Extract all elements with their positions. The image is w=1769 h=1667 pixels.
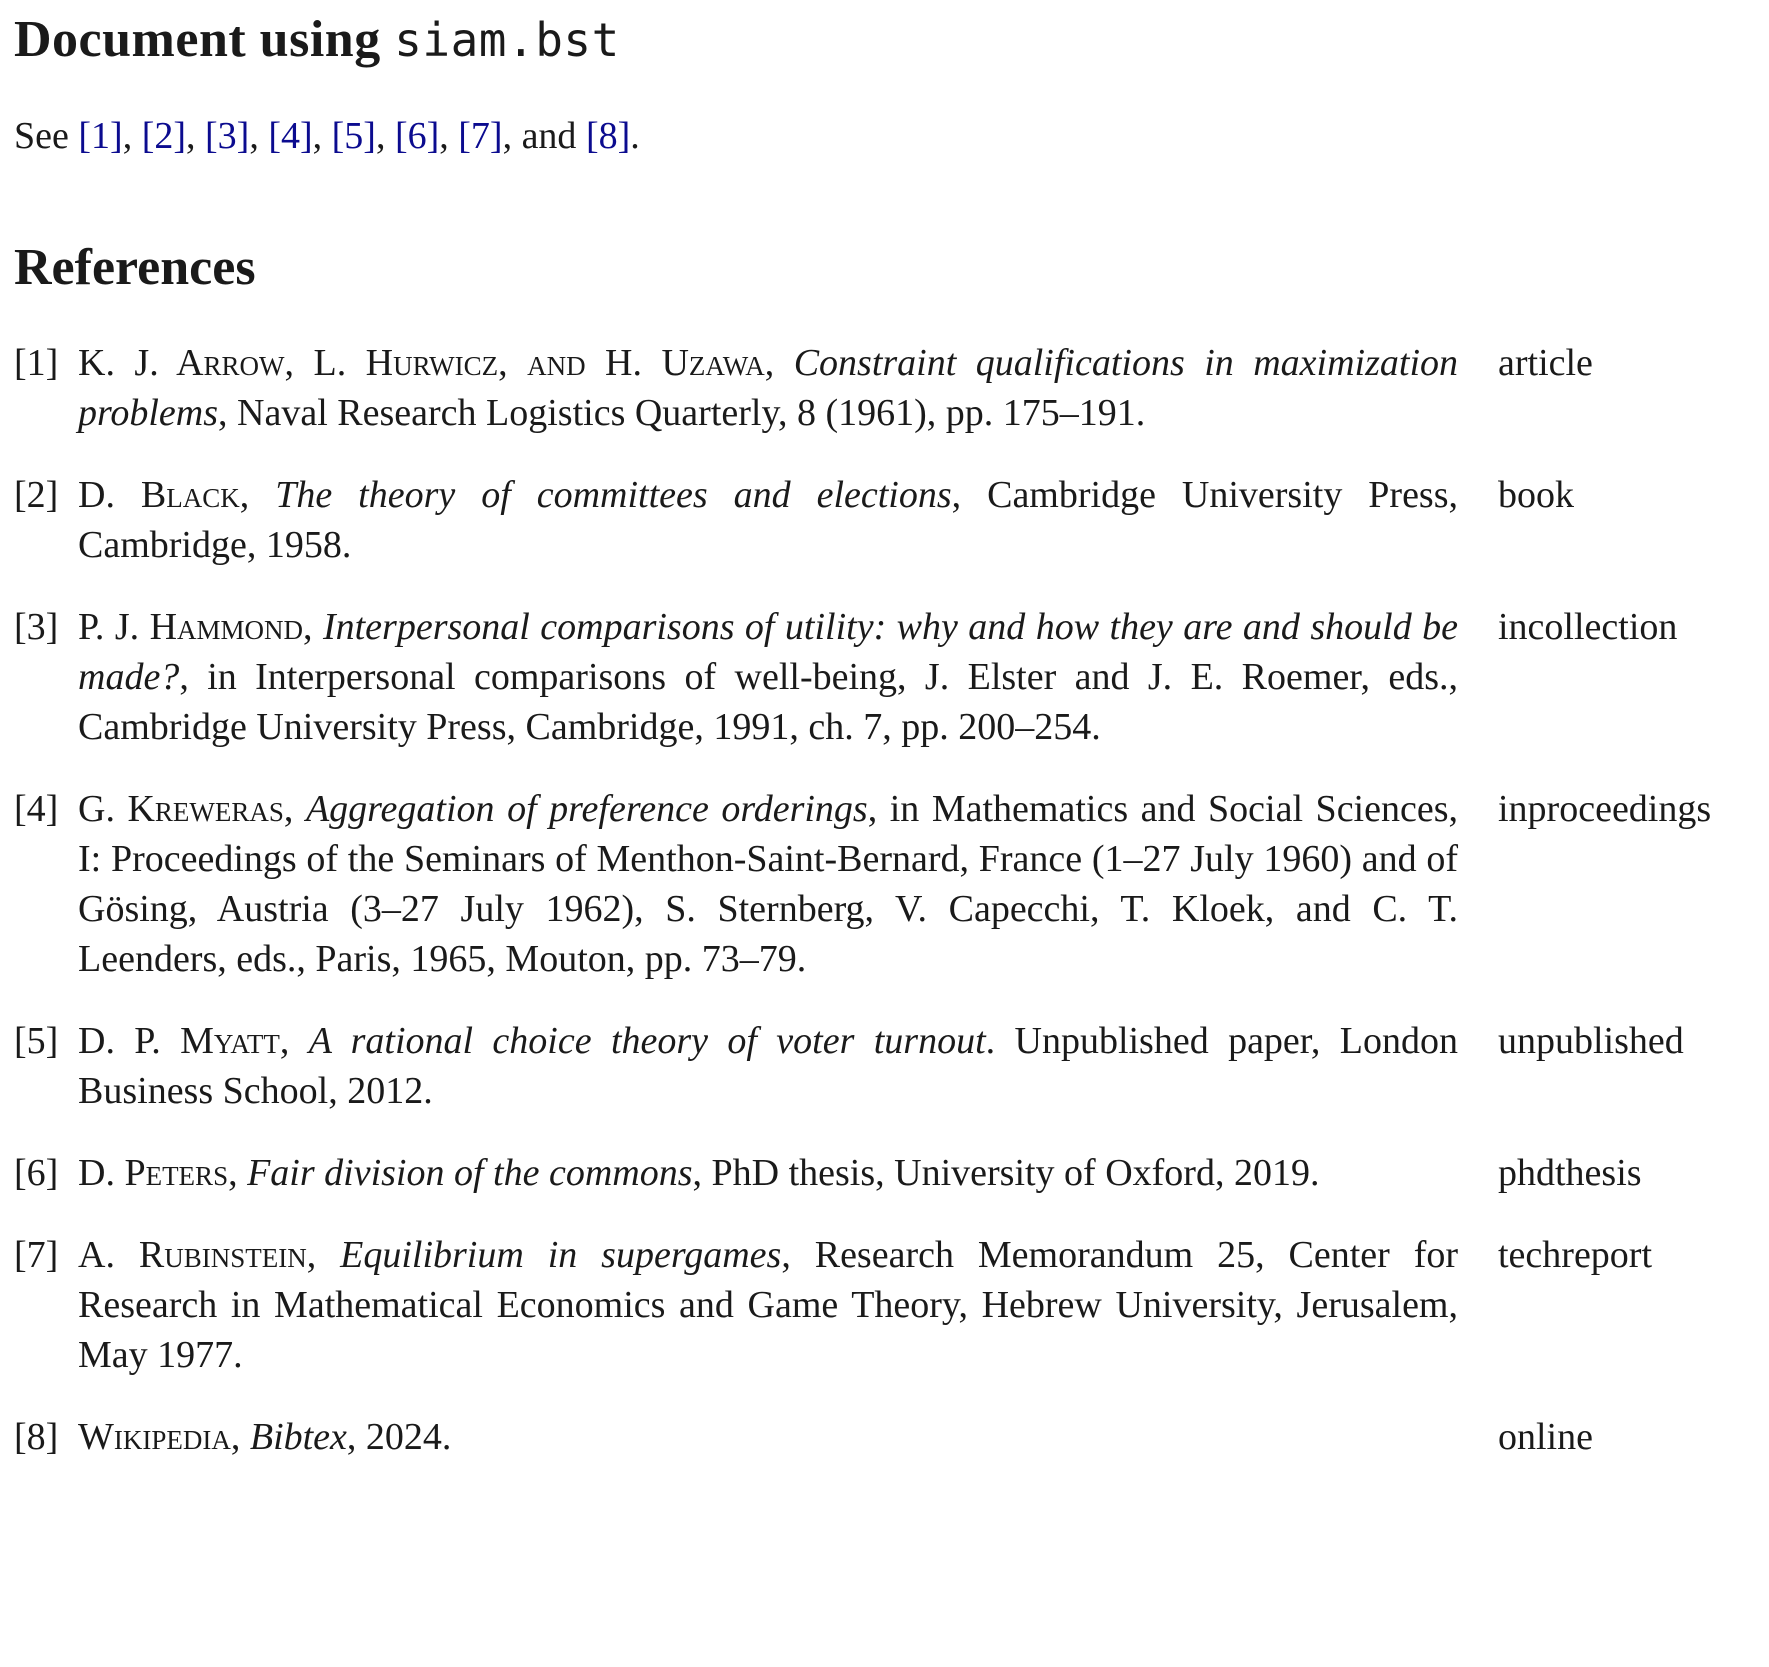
separator: , and: [502, 115, 586, 157]
reference-title: Aggregation of preference orderings: [305, 788, 868, 830]
citation-link-6[interactable]: [6]: [394, 115, 440, 157]
reference-entry: [14, 1230, 1759, 1380]
reference-number: [2]: [14, 474, 59, 516]
reference-details: , in Interpersonal comparisons of well-being, J. Elster and J. E. Roemer, eds., Cambridge University Press, Cambridge, 1991, ch. 7, pp. 200–254.: [78, 656, 1458, 748]
reference-number: [6]: [14, 1152, 59, 1194]
separator: ,: [228, 1152, 248, 1194]
reference-title: Equilibrium in supergames: [340, 1234, 782, 1276]
separator: ,: [375, 115, 395, 157]
reference-body: [78, 1412, 1458, 1462]
reference-type: online: [1498, 1416, 1593, 1458]
separator: ,: [186, 115, 205, 157]
reference-details: , Cambridge University Press, Cambridge, 1958.: [78, 474, 1459, 566]
separator: ,: [283, 788, 306, 830]
separator: ,: [122, 115, 142, 157]
reference-details: , Naval Research Logistics Quarterly, 8 (1961), pp. 175–191.: [218, 392, 1146, 434]
separator: ,: [764, 342, 794, 384]
citation-link-1[interactable]: [1]: [78, 115, 123, 157]
separator: ,: [279, 1020, 309, 1062]
reference-entry: [14, 338, 1759, 438]
reference-details: , 2024.: [346, 1416, 452, 1458]
reference-number: [7]: [14, 1234, 59, 1276]
separator: ,: [249, 115, 269, 157]
reference-authors: D. Peters: [78, 1152, 229, 1194]
reference-authors: G. Kreweras: [78, 788, 284, 830]
reference-title: The theory of committees and elections: [275, 474, 952, 516]
document-page: [14, 0, 1759, 1494]
reference-body: [78, 1148, 1458, 1198]
reference-type: incollection: [1498, 606, 1678, 648]
citation-link-5[interactable]: [5]: [331, 115, 376, 157]
reference-body: [78, 470, 1458, 570]
reference-authors: D. P. Myatt: [78, 1020, 280, 1062]
reference-authors: D. Black: [78, 474, 240, 516]
reference-body: [78, 338, 1458, 438]
separator: ,: [306, 1234, 341, 1276]
reference-body: [78, 1230, 1458, 1380]
reference-entry: [14, 784, 1759, 984]
reference-title: Fair division of the commons: [247, 1152, 693, 1194]
intro-see: See: [14, 115, 79, 157]
separator: ,: [312, 115, 332, 157]
reference-details: . Unpublished paper, London Business School, 2012.: [78, 1020, 1459, 1112]
reference-type: unpublished: [1498, 1020, 1684, 1062]
reference-body: [78, 602, 1458, 752]
reference-list: [14, 338, 1759, 1462]
reference-authors: A. Rubinstein: [78, 1234, 307, 1276]
reference-type: techreport: [1498, 1234, 1653, 1276]
reference-title: A rational choice theory of voter turnout: [308, 1020, 986, 1062]
separator: ,: [239, 474, 276, 516]
reference-entry: [14, 1016, 1759, 1116]
reference-number: [1]: [14, 342, 59, 384]
reference-authors: Wikipedia: [78, 1416, 231, 1458]
title-code: siam.bst: [394, 13, 620, 67]
page-title: [14, 11, 1759, 68]
separator: .: [630, 115, 640, 157]
reference-type: book: [1498, 474, 1574, 516]
reference-number: [8]: [14, 1416, 59, 1458]
reference-authors: P. J. Hammond: [78, 606, 304, 648]
separator: ,: [439, 115, 459, 157]
reference-details: , PhD thesis, University of Oxford, 2019.: [692, 1152, 1320, 1194]
citation-link-3[interactable]: [3]: [205, 115, 250, 157]
reference-number: [5]: [14, 1020, 59, 1062]
reference-body: [78, 784, 1458, 984]
reference-entry: [14, 1412, 1759, 1462]
reference-number: [4]: [14, 788, 59, 830]
reference-entry: [14, 1148, 1759, 1198]
reference-details: , Research Memorandum 25, Center for Research in Mathematical Economics and Game Theory, Hebrew University, Jerusalem, May 1977.: [78, 1234, 1459, 1376]
reference-title: Bibtex: [249, 1416, 347, 1458]
reference-details: , in Mathematics and Social Sciences, I: Proceedings of the Seminars of Menthon-Saint-Bernard, France (1–27 July 1960) and of Gösing, Austria (3–27 July 1962), S. Sternberg, V. Capecchi, T. Kloek, and C. T. Leenders, eds., Paris, 1965, Mouton, pp. 73–79.: [78, 788, 1459, 980]
reference-body: [78, 1016, 1458, 1116]
reference-type: phdthesis: [1498, 1152, 1642, 1194]
separator: ,: [230, 1416, 250, 1458]
reference-type: article: [1498, 342, 1593, 384]
separator: ,: [303, 606, 323, 648]
reference-entry: [14, 602, 1759, 752]
reference-title: Constraint qualifications in maximization problems: [78, 342, 1459, 434]
reference-type: inproceedings: [1498, 788, 1712, 830]
reference-authors: K. J. Arrow, L. Hurwicz,: [78, 342, 508, 384]
reference-title: Interpersonal comparisons of utility: why and how they are and should be made?: [78, 606, 1458, 698]
citation-link-2[interactable]: [2]: [141, 115, 186, 157]
citation-link-7[interactable]: [7]: [458, 115, 503, 157]
citation-link-8[interactable]: [8]: [585, 115, 631, 157]
reference-authors-tail: and H. Uzawa: [507, 342, 765, 384]
references-heading: References: [14, 239, 256, 296]
intro-paragraph: [14, 114, 1759, 158]
title-text: Document using: [14, 11, 395, 68]
reference-entry: [14, 470, 1759, 570]
reference-number: [3]: [14, 606, 59, 648]
citation-link-4[interactable]: [4]: [268, 115, 313, 157]
